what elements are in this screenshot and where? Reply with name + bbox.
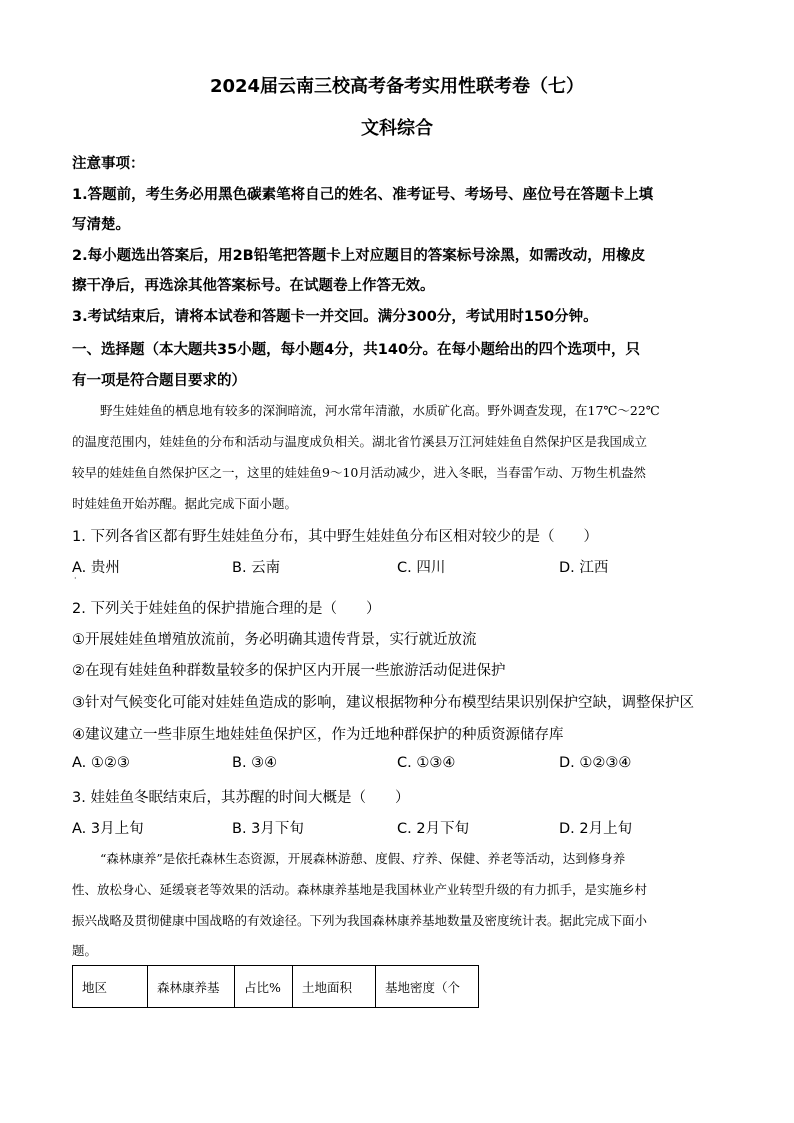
option-c: C. 2月下旬 bbox=[397, 821, 470, 837]
question-3-options bbox=[72, 817, 722, 837]
exam-title: 2024届云南三校高考备考实用性联考卷（七） bbox=[209, 76, 585, 97]
option-d: D. 2月上旬 bbox=[559, 821, 633, 837]
section-heading-line-2: 有一项是符合题目要求的） bbox=[72, 373, 246, 389]
table-header-cell: 土地面积 bbox=[293, 966, 376, 1008]
passage2-line-2: 性、放松身心、延缓衰老等效果的活动。森林康养基地是我国林业产业转型升级的有力抓手，是实施乡村 bbox=[72, 882, 648, 897]
forest-wellness-base-table bbox=[72, 965, 479, 1008]
question-2-statement-1: ①开展娃娃鱼增殖放流前，务必明确其遗传背景，实行就近放流 bbox=[72, 632, 477, 648]
option-d: D. 江西 bbox=[559, 560, 609, 576]
option-b: B. 云南 bbox=[232, 560, 281, 576]
notice-line-3: 2.每小题选出答案后，用2B铅笔把答题卡上对应题目的答案标号涂黑，如需改动，用橡皮 bbox=[72, 248, 646, 264]
option-b: B. ③④ bbox=[232, 755, 278, 771]
passage2-line-1: “森林康养”是依托森林生态资源，开展森林游憩、度假、疗养、保健、养老等活动，达到修身养 bbox=[100, 851, 626, 866]
passage2-line-3: 振兴战略及贯彻健康中国战略的有效途径。下列为我国森林康养基地数量及密度统计表。据此完成下面小 bbox=[72, 913, 648, 928]
table-header-cell: 地区 bbox=[73, 966, 148, 1008]
question-1-stem: 1. 下列各省区都有野生娃娃鱼分布，其中野生娃娃鱼分布区相对较少的是（ ） bbox=[72, 529, 598, 545]
exam-subject: 文科综合 bbox=[361, 118, 433, 139]
table-header-cell: 森林康养基 bbox=[148, 966, 235, 1008]
notice-heading: 注意事项： bbox=[72, 156, 145, 172]
question-2-statement-2: ②在现有娃娃鱼种群数量较多的保护区内开展一些旅游活动促进保护 bbox=[72, 663, 506, 679]
option-a: A. 3月上旬 bbox=[72, 821, 144, 837]
passage1-line-4: 时娃娃鱼开始苏醒。据此完成下面小题。 bbox=[72, 496, 298, 511]
notice-line-2: 写清楚。 bbox=[72, 217, 130, 233]
question-2-statement-3: ③针对气候变化可能对娃娃鱼造成的影响，建议根据物种分布模型结果识别保护空缺，调整保护区 bbox=[72, 695, 694, 711]
passage1-line-3: 较早的娃娃鱼自然保护区之一，这里的娃娃鱼9～10月活动减少，进入冬眠，当春雷乍动、万物生机盎然 bbox=[72, 465, 646, 480]
section-heading-line-1: 一、选择题（本大题共35小题，每小题4分，共140分。在每小题给出的四个选项中，只 bbox=[72, 342, 641, 358]
passage2-line-4: 题。 bbox=[72, 943, 98, 958]
table-header-cell: 占比% bbox=[235, 966, 293, 1008]
option-c: C. ①③④ bbox=[397, 755, 456, 771]
option-b: B. 3月下旬 bbox=[232, 821, 304, 837]
question-2-statement-4: ④建议建立一些非原生地娃娃鱼保护区，作为迁地种群保护的种质资源储存库 bbox=[72, 727, 564, 743]
option-a: A. ①②③ bbox=[72, 755, 130, 771]
stray-dot-mark: · bbox=[74, 574, 77, 583]
question-1-options bbox=[72, 556, 722, 576]
table-header-row bbox=[73, 966, 479, 1008]
passage1-line-2: 的温度范围内，娃娃鱼的分布和活动与温度成负相关。湖北省竹溪县万江河娃娃鱼自然保护区是我国成立 bbox=[72, 434, 648, 449]
question-2-stem: 2. 下列关于娃娃鱼的保护措施合理的是（ ） bbox=[72, 601, 381, 617]
question-2-options bbox=[72, 755, 722, 775]
passage1-line-1: 野生娃娃鱼的栖息地有较多的深涧暗流，河水常年清澈，水质矿化高。野外调查发现，在17℃～22℃ bbox=[100, 403, 660, 418]
question-3-stem: 3. 娃娃鱼冬眠结束后，其苏醒的时间大概是（ ） bbox=[72, 790, 410, 806]
table-header-cell: 基地密度（个 bbox=[376, 966, 479, 1008]
notice-line-1: 1.答题前，考生务必用黑色碳素笔将自己的姓名、准考证号、考场号、座位号在答题卡上填 bbox=[72, 187, 654, 203]
notice-line-5: 3.考试结束后，请将本试卷和答题卡一并交回。满分300分，考试用时150分钟。 bbox=[72, 309, 598, 325]
notice-line-4: 擦干净后，再选涂其他答案标号。在试题卷上作答无效。 bbox=[72, 278, 435, 294]
option-c: C. 四川 bbox=[397, 560, 446, 576]
option-a: A. 贵州 bbox=[72, 560, 120, 576]
option-d: D. ①②③④ bbox=[559, 755, 632, 771]
